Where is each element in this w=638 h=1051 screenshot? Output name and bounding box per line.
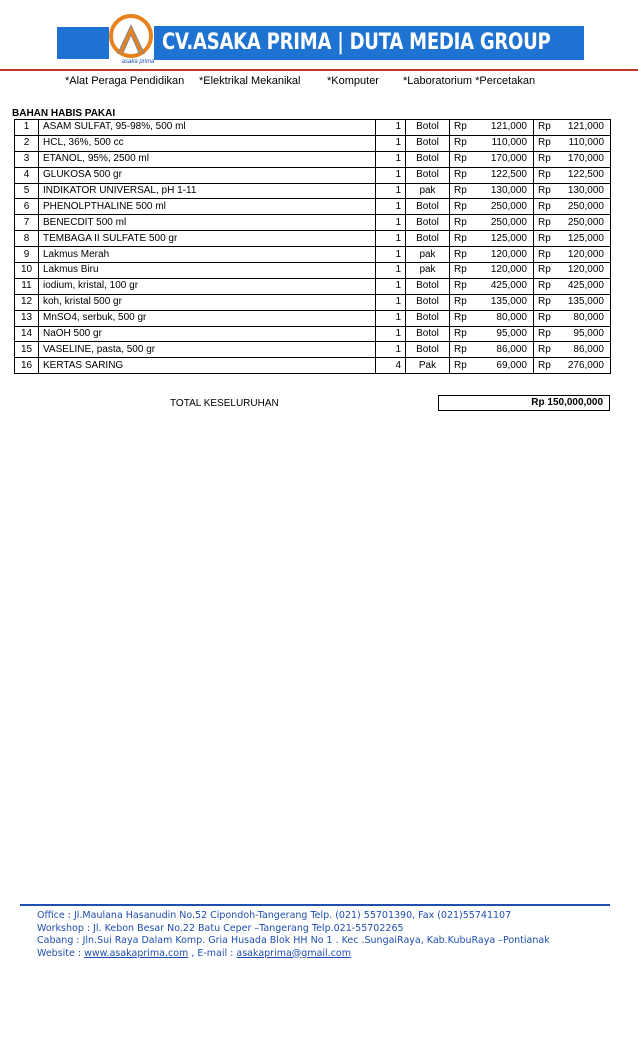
currency-label: Rp (450, 151, 474, 167)
currency-label: Rp (534, 263, 558, 279)
item-number: 11 (15, 278, 39, 294)
currency-label: Rp (450, 294, 474, 310)
website-prefix: Website : (37, 947, 85, 959)
currency-label: Rp (534, 183, 558, 199)
currency-label: Rp (450, 215, 474, 231)
footer-contact (37, 948, 550, 961)
item-price: 86,000 (474, 342, 534, 358)
item-qty: 1 (376, 199, 406, 215)
item-name: ETANOL, 95%, 2500 ml (39, 151, 376, 167)
item-total: 276,000 (558, 358, 611, 374)
item-number: 10 (15, 263, 39, 279)
item-unit: Botol (406, 199, 450, 215)
footer-office: Office : Jl.Maulana Hasanudin No.52 Cipondoh-Tangerang Telp. (021) 55701390, Fax (021)55741107 (37, 910, 512, 921)
total-value: Rp 150,000,000 (438, 395, 610, 411)
category-item: *Elektrikal Mekanikal (199, 75, 301, 87)
item-unit: pak (406, 263, 450, 279)
currency-label: Rp (450, 183, 474, 199)
email-link[interactable]: asakaprima@gmail.com (236, 947, 351, 959)
item-total: 135,000 (558, 294, 611, 310)
item-total: 120,000 (558, 263, 611, 279)
item-qty: 1 (376, 294, 406, 310)
item-price: 125,000 (474, 231, 534, 247)
currency-label: Rp (450, 199, 474, 215)
footer-cabang: Cabang : Jln.Sui Raya Dalam Komp. Gria Husada Blok HH No 1 . Kec .SungaiRaya, Kab.KubuRaya –Pontianak (37, 935, 550, 946)
table-row (15, 215, 611, 231)
category-item: *Komputer (327, 75, 379, 87)
currency-label: Rp (534, 135, 558, 151)
item-number: 2 (15, 135, 39, 151)
item-total: 250,000 (558, 199, 611, 215)
item-number: 13 (15, 310, 39, 326)
item-unit: Pak (406, 358, 450, 374)
item-name: NaOH 500 gr (39, 326, 376, 342)
item-name: VASELINE, pasta, 500 gr (39, 342, 376, 358)
item-qty: 1 (376, 263, 406, 279)
category-item: *Laboratorium *Percetakan (403, 75, 536, 87)
item-total: 122,500 (558, 167, 611, 183)
table-row (15, 278, 611, 294)
item-unit: Botol (406, 294, 450, 310)
currency-label: Rp (450, 310, 474, 326)
item-total: 95,000 (558, 326, 611, 342)
item-number: 3 (15, 151, 39, 167)
item-price: 425,000 (474, 278, 534, 294)
item-qty: 1 (376, 183, 406, 199)
item-price: 69,000 (474, 358, 534, 374)
item-total: 121,000 (558, 120, 611, 136)
footer-workshop: Workshop : Jl. Kebon Besar No.22 Batu Ceper –Tangerang Telp.021-55702265 (37, 922, 404, 934)
currency-label: Rp (450, 358, 474, 374)
table-row (15, 310, 611, 326)
currency-label: Rp (534, 358, 558, 374)
item-qty: 1 (376, 247, 406, 263)
item-price: 120,000 (474, 263, 534, 279)
item-number: 4 (15, 167, 39, 183)
item-qty: 1 (376, 326, 406, 342)
table-row (15, 263, 611, 279)
item-name: TEMBAGA II SULFATE 500 gr (39, 231, 376, 247)
table-row (15, 151, 611, 167)
currency-label: Rp (534, 278, 558, 294)
item-price: 170,000 (474, 151, 534, 167)
item-qty: 1 (376, 167, 406, 183)
table-row (15, 247, 611, 263)
item-total: 110,000 (558, 135, 611, 151)
section-title: BAHAN HABIS PAKAI (12, 108, 116, 119)
item-unit: Botol (406, 215, 450, 231)
table-row (15, 199, 611, 215)
currency-label: Rp (450, 231, 474, 247)
item-number: 8 (15, 231, 39, 247)
currency-label: Rp (534, 167, 558, 183)
item-name: Lakmus Biru (39, 263, 376, 279)
item-qty: 1 (376, 278, 406, 294)
website-link[interactable]: www.asakaprima.com (84, 947, 189, 959)
item-unit: Botol (406, 167, 450, 183)
table-row (15, 231, 611, 247)
currency-label: Rp (534, 342, 558, 358)
item-unit: Botol (406, 326, 450, 342)
currency-label: Rp (534, 199, 558, 215)
table-row (15, 358, 611, 374)
footer-divider (20, 904, 610, 906)
item-total: 125,000 (558, 231, 611, 247)
item-name: GLUKOSA 500 gr (39, 167, 376, 183)
item-price: 250,000 (474, 215, 534, 231)
item-name: HCL, 36%, 500 cc (39, 135, 376, 151)
item-unit: Botol (406, 135, 450, 151)
category-line (0, 75, 638, 89)
item-number: 5 (15, 183, 39, 199)
item-price: 122,500 (474, 167, 534, 183)
item-name: KERTAS SARING (39, 358, 376, 374)
company-logo-icon (108, 14, 154, 64)
currency-label: Rp (534, 231, 558, 247)
items-table (14, 119, 611, 374)
item-name: PHENOLPTHALINE 500 ml (39, 199, 376, 215)
item-number: 7 (15, 215, 39, 231)
item-unit: Botol (406, 342, 450, 358)
table-row (15, 294, 611, 310)
category-item: *Alat Peraga Pendidikan (65, 75, 185, 87)
currency-label: Rp (534, 215, 558, 231)
item-unit: Botol (406, 231, 450, 247)
item-number: 9 (15, 247, 39, 263)
currency-label: Rp (450, 342, 474, 358)
item-unit: Botol (406, 151, 450, 167)
item-price: 130,000 (474, 183, 534, 199)
item-price: 95,000 (474, 326, 534, 342)
table-row (15, 135, 611, 151)
item-total: 120,000 (558, 247, 611, 263)
item-name: ASAM SULFAT, 95-98%, 500 ml (39, 120, 376, 136)
currency-label: Rp (450, 326, 474, 342)
currency-label: Rp (534, 120, 558, 136)
currency-label: Rp (534, 294, 558, 310)
company-title: CV.ASAKA PRIMA | DUTA MEDIA GROUP (162, 30, 551, 55)
item-name: BENECDIT 500 ml (39, 215, 376, 231)
item-number: 14 (15, 326, 39, 342)
item-price: 120,000 (474, 247, 534, 263)
item-qty: 4 (376, 358, 406, 374)
currency-label: Rp (450, 247, 474, 263)
currency-label: Rp (450, 263, 474, 279)
table-row (15, 326, 611, 342)
item-unit: Botol (406, 310, 450, 326)
table-row (15, 342, 611, 358)
item-unit: Botol (406, 120, 450, 136)
item-total: 425,000 (558, 278, 611, 294)
item-total: 250,000 (558, 215, 611, 231)
item-price: 80,000 (474, 310, 534, 326)
item-number: 12 (15, 294, 39, 310)
item-name: Lakmus Merah (39, 247, 376, 263)
item-total: 130,000 (558, 183, 611, 199)
table-row (15, 167, 611, 183)
item-number: 6 (15, 199, 39, 215)
currency-label: Rp (450, 167, 474, 183)
logo-caption: asaka prima (121, 59, 155, 65)
item-price: 135,000 (474, 294, 534, 310)
currency-label: Rp (534, 247, 558, 263)
footer (37, 910, 550, 960)
item-name: koh, kristal 500 gr (39, 294, 376, 310)
currency-label: Rp (450, 120, 474, 136)
item-price: 250,000 (474, 199, 534, 215)
item-qty: 1 (376, 215, 406, 231)
currency-label: Rp (450, 278, 474, 294)
item-qty: 1 (376, 231, 406, 247)
item-number: 16 (15, 358, 39, 374)
currency-label: Rp (534, 151, 558, 167)
item-total: 80,000 (558, 310, 611, 326)
table-row (15, 183, 611, 199)
item-qty: 1 (376, 120, 406, 136)
table-row (15, 120, 611, 136)
header-banner-left (57, 27, 109, 59)
item-qty: 1 (376, 342, 406, 358)
item-unit: Botol (406, 278, 450, 294)
item-qty: 1 (376, 151, 406, 167)
item-number: 15 (15, 342, 39, 358)
currency-label: Rp (534, 326, 558, 342)
item-total: 86,000 (558, 342, 611, 358)
item-name: INDIKATOR UNIVERSAL, pH 1-11 (39, 183, 376, 199)
currency-label: Rp (534, 310, 558, 326)
item-unit: pak (406, 247, 450, 263)
item-qty: 1 (376, 310, 406, 326)
item-price: 121,000 (474, 120, 534, 136)
item-price: 110,000 (474, 135, 534, 151)
item-total: 170,000 (558, 151, 611, 167)
item-qty: 1 (376, 135, 406, 151)
total-label: TOTAL KESELURUHAN (170, 398, 279, 409)
email-prefix: , E-mail : (188, 947, 237, 959)
currency-label: Rp (450, 135, 474, 151)
header-divider (0, 69, 638, 71)
item-name: MnSO4, serbuk, 500 gr (39, 310, 376, 326)
item-unit: pak (406, 183, 450, 199)
item-name: iodium, kristal, 100 gr (39, 278, 376, 294)
item-number: 1 (15, 120, 39, 136)
